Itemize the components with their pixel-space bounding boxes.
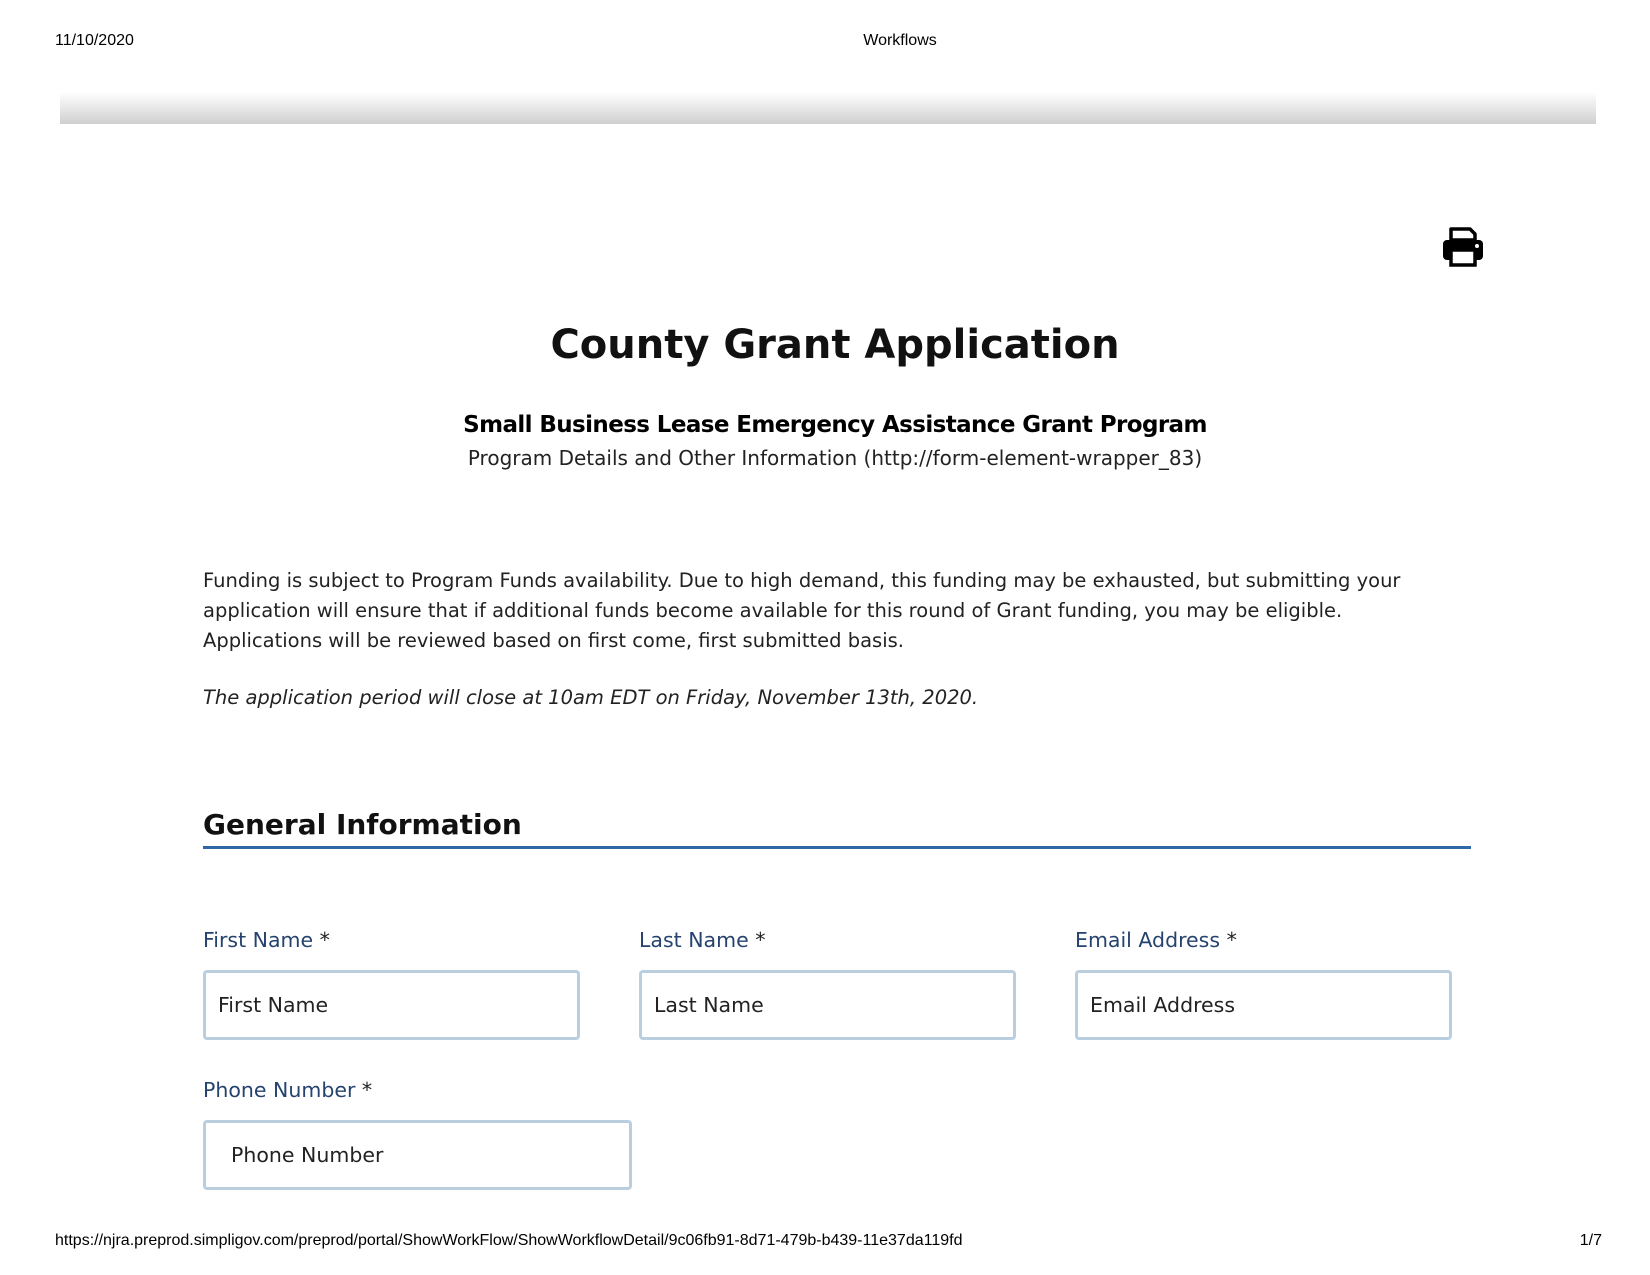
section-title-general-information: General Information <box>203 808 522 841</box>
program-details-link[interactable]: Program Details and Other Information (http://form-element-wrapper_83) <box>467 446 1203 470</box>
page-title: County Grant Application <box>550 322 1120 368</box>
print-footer-url: https://njra.preprod.simpligov.com/preprod/portal/ShowWorkFlow/ShowWorkflowDetail/9c06fb91-8d71-479b-b439-11e37da119fd <box>55 1232 963 1249</box>
last-name-label <box>639 928 765 952</box>
printer-icon[interactable] <box>1441 226 1485 268</box>
phone-number-label-text: Phone Number <box>203 1078 356 1102</box>
funding-notice: Funding is subject to Program Funds availability. Due to high demand, this funding may be exhausted, but submitting your application will ensure that if additional funds become available for this round of Grant funding, you may be eligible. Applications will be reviewed based on first come, first submitted basis. <box>203 569 1401 652</box>
application-deadline: The application period will close at 10am EDT on Friday, November 13th, 2020. <box>203 686 979 709</box>
email-address-label-text: Email Address <box>1075 928 1221 952</box>
phone-number-label <box>203 1078 372 1102</box>
first-name-label <box>203 928 330 952</box>
required-marker: * <box>361 1078 373 1102</box>
print-header-date: 11/10/2020 <box>55 32 134 49</box>
email-address-label <box>1075 928 1237 952</box>
required-marker: * <box>319 928 330 952</box>
print-header-title: Workflows <box>863 32 937 49</box>
email-address-input[interactable] <box>1075 970 1452 1040</box>
required-marker: * <box>1226 928 1237 952</box>
last-name-input[interactable] <box>639 970 1016 1040</box>
section-divider <box>203 846 1471 849</box>
first-name-label-text: First Name <box>203 928 314 952</box>
print-footer-page-number: 1/7 <box>1579 1232 1602 1249</box>
first-name-input[interactable] <box>203 970 580 1040</box>
top-bar <box>60 92 1596 124</box>
program-subtitle: Small Business Lease Emergency Assistance Grant Program <box>463 412 1207 438</box>
required-marker: * <box>755 928 766 952</box>
phone-number-input[interactable] <box>203 1120 632 1190</box>
printer-icon-graphic <box>1441 226 1485 268</box>
last-name-label-text: Last Name <box>639 928 749 952</box>
